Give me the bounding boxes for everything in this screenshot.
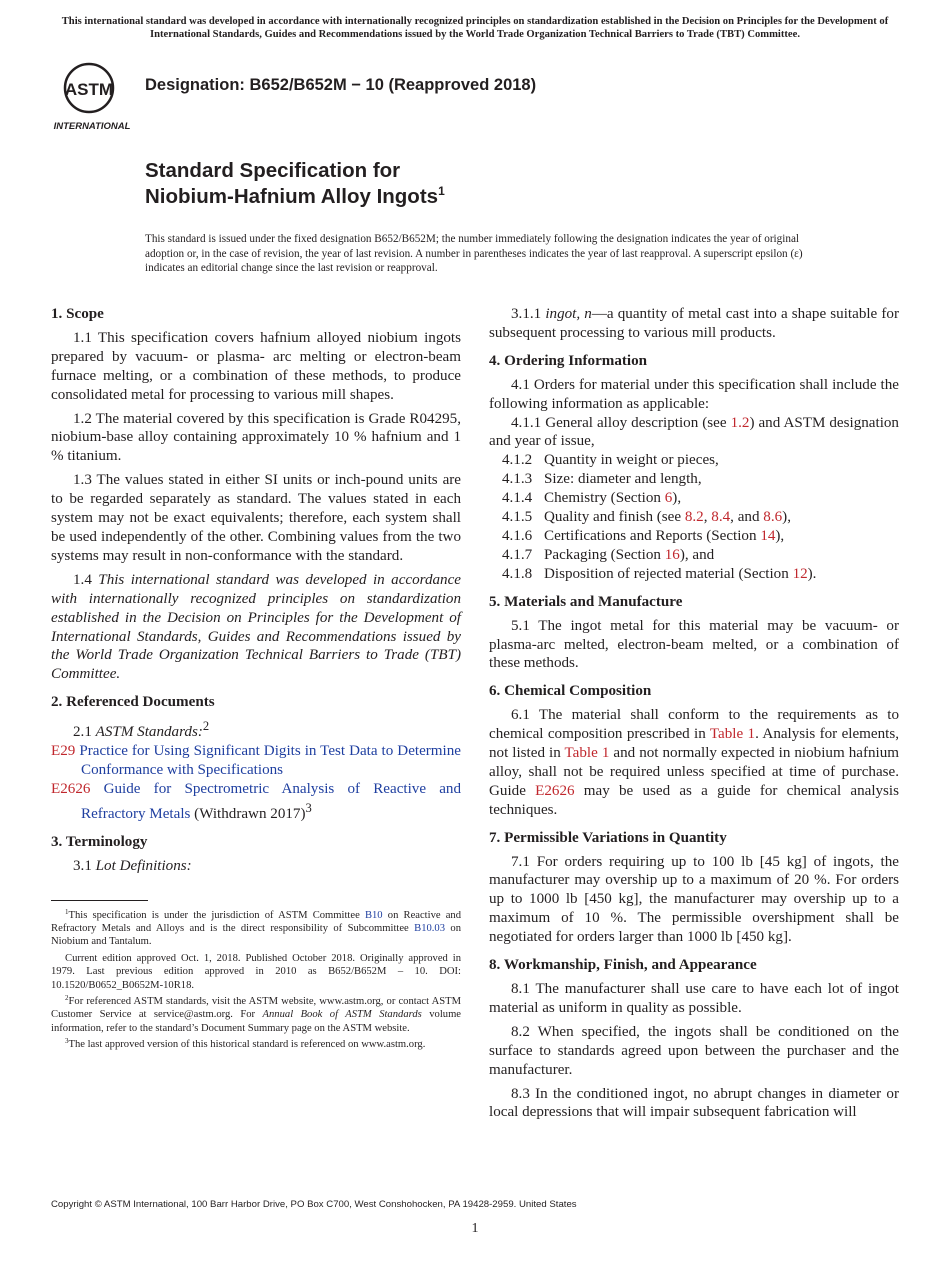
- item-4-1-5-sep-2: , and: [730, 509, 760, 526]
- designation: Designation: B652/B652M − 10 (Reapproved 2018): [145, 76, 537, 94]
- para-6-1-text-b: . Analysis for elements, not listed in: [489, 726, 899, 762]
- item-4-1-1-text-a: General alloy description (see: [545, 414, 727, 431]
- footnote-1-number: 1: [65, 907, 69, 916]
- footnote-3-number: 3: [65, 1037, 69, 1046]
- item-4-1-6-text-b: ),: [775, 527, 785, 544]
- left-column: [51, 305, 461, 1055]
- item-4-1-6-text-a: Certifications and Reports (Section: [544, 527, 757, 544]
- footnote-2-text-a: For referenced ASTM standards, visit the ASTM website, www.astm.org, or contact ASTM Customer Service at service@astm.org. For: [51, 995, 461, 1021]
- item-4-1-7-number: 4.1.7: [502, 546, 533, 563]
- item-4-1-8-link[interactable]: 12: [792, 565, 808, 582]
- reference-e2626: [51, 780, 461, 824]
- item-4-1-5-number: 4.1.5: [502, 509, 533, 526]
- footnote-1-edition: Current edition approved Oct. 1, 2018. Published October 2018. Originally approved in 1979. Last previous edition approved in 2010 as B652/B652M – 10. DOI: 10.1520/B0652_B0652M-10R18.: [51, 952, 461, 991]
- reference-e29-title[interactable]: Practice for Using Significant Digits in Test Data to Determine Conformance with Specifications: [79, 743, 461, 778]
- item-4-1-5-sep-1: ,: [703, 509, 708, 526]
- footnote-2: [51, 995, 461, 1035]
- item-4-1-5-text-b: ),: [782, 509, 791, 526]
- para-6-1-link-e2626[interactable]: E2626: [535, 782, 575, 799]
- top-note: This international standard was developed in accordance with internationally recognized principles on standardization established in the Decision on Principles for the Development of International Standards, Guides and Recommendations issued by the World Trade Organization Technical Barriers to Trade (TBT) Committee.: [61, 16, 889, 40]
- title-line-2-text: Niobium-Hafnium Alloy Ingots: [145, 185, 439, 208]
- para-3-1: [51, 857, 461, 876]
- item-4-1-2-number: 4.1.2: [502, 452, 533, 469]
- footnote-1-text-a: This specification is under the jurisdiction of ASTM Committee: [68, 909, 360, 921]
- section-6-heading: 6. Chemical Composition: [489, 683, 652, 700]
- para-8-1: 8.1 The manufacturer shall use care to have each lot of ingot material as uniform in quality as possible.: [489, 981, 899, 1016]
- para-1-2: 1.2 The material covered by this specification is Grade R04295, niobium-base alloy containing approximately 10 % hafnium and 1 % titanium.: [51, 410, 461, 465]
- para-3-1-1-number: 3.1.1: [511, 306, 542, 322]
- copyright: Copyright © ASTM International, 100 Barr Harbor Drive, PO Box C700, West Conshohocken, PA 19428-2959. United States: [51, 1199, 577, 1210]
- item-4-1-4-text-b: ),: [672, 490, 682, 507]
- para-3-1-1-term: ingot, n: [545, 306, 592, 322]
- item-4-1-8: [489, 565, 899, 584]
- document-title: [145, 158, 445, 210]
- item-4-1-7-link[interactable]: 16: [664, 546, 680, 563]
- logo-label: INTERNATIONAL: [53, 121, 131, 132]
- reference-e2626-note: (Withdrawn 2017): [194, 805, 306, 822]
- item-4-1-3-number: 4.1.3: [502, 471, 533, 488]
- para-6-1: [489, 706, 899, 819]
- section-4-heading: 4. Ordering Information: [489, 352, 648, 369]
- para-1-4-number: 1.4: [73, 571, 92, 588]
- item-4-1-6-number: 4.1.6: [502, 527, 533, 544]
- page-number: 1: [471, 1221, 479, 1236]
- issued-note: This standard is issued under the fixed designation B652/B652M; the number immediately following the designation indicates the year of original adoption or, in the case of revision, the year of last revision. A number in parentheses indicates the year of last reapproval. A superscript epsilon (ε) indicates an editorial change since the last revision or reapproval.: [145, 233, 803, 275]
- para-3-1-label: Lot Definitions:: [95, 857, 192, 874]
- reference-e29-code[interactable]: E29: [51, 743, 76, 760]
- para-6-1-text-c: and not normally expected in niobium hafnium alloy, shall not be required unless specified at time of purchase. Guide: [489, 745, 900, 799]
- section-5-heading: 5. Materials and Manufacture: [489, 593, 683, 610]
- footnote-2-text-b: volume information, refer to the standard’s Document Summary page on the ASTM website.: [51, 1009, 462, 1034]
- item-4-1-5-link-8-6[interactable]: 8.6: [763, 509, 783, 526]
- para-2-1: [51, 717, 461, 742]
- item-4-1-4-text-a: Chemistry (Section: [544, 490, 661, 507]
- footnote-1: [51, 909, 461, 949]
- section-2-heading: 2. Referenced Documents: [51, 694, 215, 711]
- reference-e2626-footnote-marker: 3: [305, 800, 312, 815]
- reference-e29: [51, 742, 461, 780]
- para-3-1-number: 3.1: [73, 857, 92, 874]
- para-2-1-label: ASTM Standards:: [95, 724, 203, 741]
- item-4-1-8-text-a: Disposition of rejected material (Section: [544, 565, 789, 582]
- para-6-1-text-a: 6.1 The material shall conform to the requirements as to chemical composition prescribed in: [489, 707, 899, 743]
- item-4-1-7-text-a: Packaging (Section: [544, 546, 661, 563]
- item-4-1-4-number: 4.1.4: [502, 490, 533, 507]
- title-line-2: [145, 184, 445, 210]
- item-4-1-1-number: 4.1.1: [511, 414, 542, 431]
- logo-wordmark: ASTM: [64, 80, 114, 99]
- para-8-3: 8.3 In the conditioned ingot, no abrupt changes in diameter or local depressions that will impair subsequent fabrication will: [489, 1085, 899, 1121]
- footnote-1-text-c: on Niobium and Tantalum.: [51, 922, 461, 948]
- item-4-1-8-text-b: ).: [807, 565, 817, 582]
- footnote-2-number: 2: [65, 993, 69, 1002]
- para-1-4-text: This international standard was developed in accordance with internationally recognized principles on standardization established in the Decision on Principles for the Development of International Standards, Guides and Recommendations issued by the World Trade Organization Technical Barriers to Trade (TBT) Committee.: [51, 571, 461, 683]
- item-4-1-3-text: Size: diameter and length,: [544, 471, 702, 488]
- section-8-heading: 8. Workmanship, Finish, and Appearance: [489, 957, 757, 974]
- footnote-separator: [51, 900, 148, 901]
- footnote-1-text-b: on Reactive and Refractory Metals and Alloys and is the direct responsibility of Subcommittee: [51, 909, 462, 934]
- item-4-1-6-link[interactable]: 14: [760, 527, 776, 544]
- item-4-1-5-link-8-4[interactable]: 8.4: [711, 509, 731, 526]
- para-3-1-1-text: —a quantity of metal cast into a shape suitable for subsequent processing to various mill products.: [489, 306, 899, 341]
- reference-e2626-code[interactable]: E2626: [51, 780, 91, 797]
- para-2-1-number: 2.1: [73, 724, 92, 741]
- item-4-1-8-number: 4.1.8: [502, 565, 533, 582]
- item-4-1-1-text-b: ) and ASTM designation and year of issue,: [489, 414, 899, 450]
- item-4-1-5-text-a: Quality and finish (see: [544, 509, 682, 526]
- para-1-4: [51, 571, 461, 684]
- footnotes: [51, 909, 461, 1052]
- reference-e2626-title[interactable]: Guide for Spectrometric Analysis of Reactive and Refractory Metals: [81, 780, 461, 822]
- astm-logo-icon: [52, 58, 136, 132]
- item-4-1-2-text: Quantity in weight or pieces,: [544, 452, 719, 469]
- title-line-1: Standard Specification for: [145, 159, 401, 182]
- para-4-1: 4.1 Orders for material under this specification shall include the following information as applicable:: [489, 376, 899, 412]
- para-6-1-text-d: may be used as a guide for chemical analysis techniques.: [489, 782, 899, 818]
- item-4-1-1-link[interactable]: 1.2: [730, 414, 750, 431]
- item-4-1-2: [489, 451, 899, 470]
- footnote-1-link-b10-03[interactable]: B10.03: [414, 922, 446, 934]
- footnote-1-link-b10[interactable]: B10: [364, 909, 383, 921]
- item-4-1-4-link[interactable]: 6: [664, 490, 673, 507]
- title-footnote-marker: 1: [438, 184, 445, 198]
- item-4-1-7-text-b: ), and: [679, 546, 715, 563]
- para-2-1-footnote-marker: 2: [202, 719, 210, 734]
- footnote-2-italic: Annual Book of ASTM Standards: [262, 1009, 422, 1021]
- para-8-2: 8.2 When specified, the ingots shall be conditioned on the surface to standards agreed upon between the purchaser and the manufacturer.: [489, 1023, 899, 1078]
- para-6-1-link-table-1-b[interactable]: Table 1: [564, 745, 610, 762]
- item-4-1-5: [489, 508, 899, 527]
- section-7-heading: 7. Permissible Variations in Quantity: [489, 829, 727, 846]
- item-4-1-3: [489, 470, 899, 489]
- para-1-1: 1.1 This specification covers hafnium alloyed niobium ingots prepared by vacuum- or plasma- arc melting or electron-beam furnace melting, or a combination of these methods, to produce consolidated metal for processing to various mill shapes.: [51, 329, 461, 403]
- right-column: [489, 305, 899, 1122]
- para-7-1: 7.1 For orders requiring up to 100 lb [45 kg] of ingots, the manufacturer may overship up to a maximum of 20 %. For orders up to 1000 lb [450 kg], the manufacturer may overship up to a maximum of 10 %. The permissible overshipment shall be negotiated for orders larger than 1000 lb [450 kg].: [489, 853, 899, 946]
- item-4-1-5-link-8-2[interactable]: 8.2: [684, 509, 704, 526]
- item-4-1-4: [489, 489, 899, 508]
- para-1-3: 1.3 The values stated in either SI units or inch-pound units are to be regarded separately as standard. The values stated in each system may not be exact equivalents; therefore, each system shall be used independently of the other. Combining values from the two systems may result in non-conformance with the standard.: [51, 472, 461, 564]
- item-4-1-7: [489, 546, 899, 565]
- footnote-3: [51, 1038, 461, 1051]
- section-3-heading: 3. Terminology: [51, 833, 148, 850]
- item-4-1-1: [489, 414, 899, 452]
- section-1-heading: 1. Scope: [51, 306, 104, 322]
- para-5-1: 5.1 The ingot metal for this material may be vacuum- or plasma-arc melted, electron-beam melted, or a combination of these methods.: [489, 617, 899, 672]
- para-6-1-link-table-1[interactable]: Table 1: [709, 726, 756, 743]
- footnote-3-text: The last approved version of this historical standard is referenced on www.astm.org.: [68, 1039, 426, 1051]
- para-3-1-1: [489, 305, 899, 343]
- item-4-1-6: [489, 527, 899, 546]
